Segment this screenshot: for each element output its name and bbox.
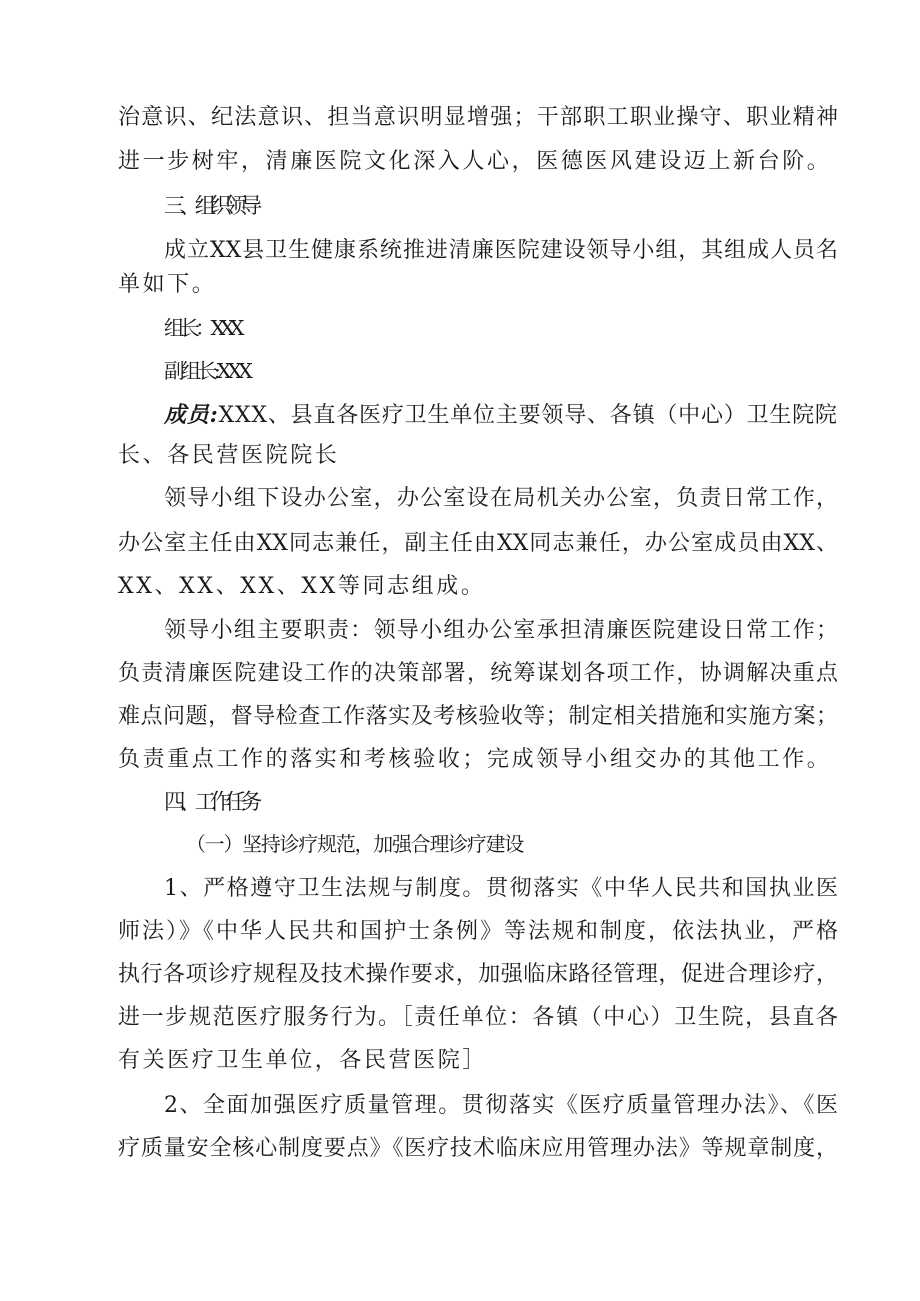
body-text-line: 进一步规范医疗服务行为。［责任单位：各镇（中心）卫生院，县直各 [118, 1005, 838, 1030]
members-label: 成员: [164, 402, 219, 428]
body-text-line: 办公室主任由XX同志兼任，副主任由XX同志兼任，办公室成员由XX、 [118, 531, 838, 556]
body-text-line: 1、严格遵守卫生法规与制度。贯彻落实《中华人民共和国执业医 [164, 876, 838, 901]
subsection-heading: （一）坚持诊疗规范，加强合理诊疗建设 [186, 833, 524, 856]
section-heading: 三、组织领导 [164, 194, 257, 219]
section-heading: 四、工作任务 [164, 790, 257, 815]
body-text-line: 难点问题，督导检查工作落实及考核验收等；制定相关措施和实施方案； [118, 704, 838, 729]
body-text-line: 领导小组下设办公室，办公室设在局机关办公室，负责日常工作， [164, 486, 838, 511]
body-text-line: 进一步树牢，清廉医院文化深入人心，医德医风建设迈上新台阶。 [118, 149, 832, 174]
body-text-line: 长、各民营医院院长 [118, 443, 340, 468]
members-line [164, 400, 838, 431]
body-text-line: 执行各项诊疗规程及技术操作要求，加强临床路径管理，促进合理诊疗， [118, 962, 838, 987]
body-text-line: 治意识、纪法意识、担当意识明显增强；干部职工职业操守、职业精神 [118, 105, 838, 130]
body-text-line: 师法）》《中华人民共和国护士条例》等法规和制度，依法执业，严格 [118, 919, 838, 944]
body-text-line: 副组长:XXX [164, 359, 249, 383]
body-text-line: 负责重点工作的落实和考核验收；完成领导小组交办的其他工作。 [118, 747, 832, 772]
body-text-line: 2、全面加强医疗质量管理。贯彻落实《医疗质量管理办法》、《医 [164, 1093, 838, 1118]
body-text-line: 领导小组主要职责：领导小组办公室承担清廉医院建设日常工作； [164, 618, 838, 643]
body-text-line: 组长：XXX [164, 316, 240, 340]
body-text-line: 成立XX县卫生健康系统推进清廉医院建设领导小组，其组成人员名 [164, 238, 838, 263]
body-text-line: 单如下。 [118, 272, 217, 297]
body-text-line: 疗质量安全核心制度要点》《医疗技术临床应用管理办法》等规章制度， [118, 1136, 838, 1161]
body-text-line: 有关医疗卫生单位，各民营医院］ [118, 1048, 488, 1073]
body-text-line: XX、XX、XX、XX等同志组成。 [118, 574, 486, 599]
body-text-line: 负责清廉医院建设工作的决策部署，统筹谋划各项工作，协调解决重点 [118, 661, 838, 686]
members-text: XXX、县直各医疗卫生单位主要领导、各镇（中心）卫生院院 [218, 403, 838, 428]
